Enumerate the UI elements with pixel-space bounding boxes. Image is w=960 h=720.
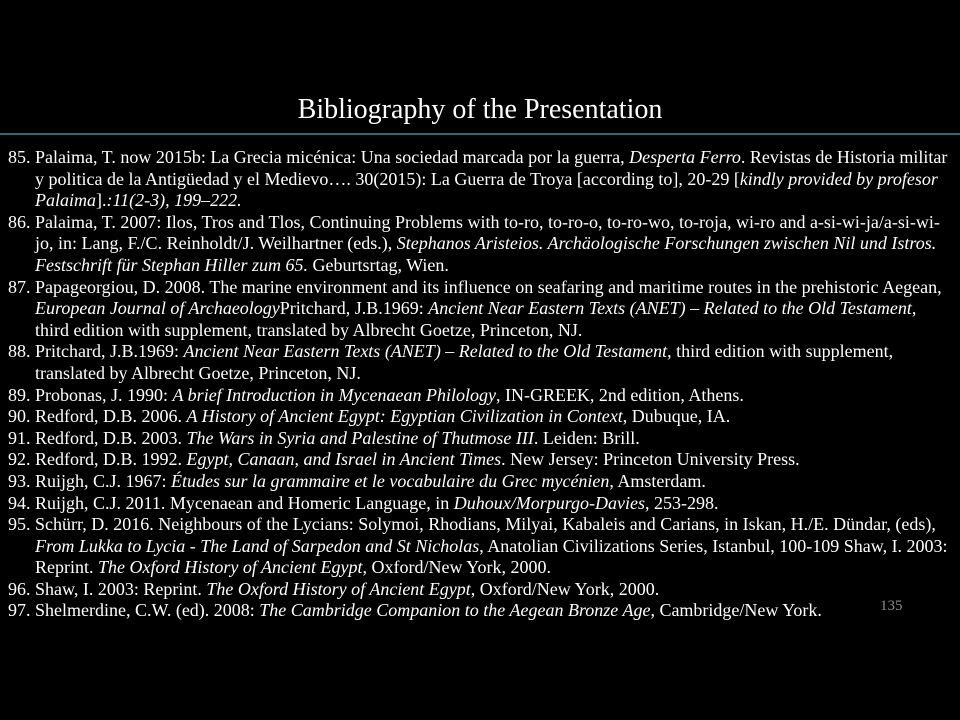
citation-italic-title: Études sur la grammaire et le vocabulaire du Grec mycénien [171, 470, 610, 491]
citation-text: . Leiden: Brill. [533, 427, 640, 448]
citation-text: Redford, D.B. 2003. [35, 427, 187, 448]
bibliography-entry [8, 212, 953, 277]
entry-number: 95. [8, 514, 31, 535]
citation-text: Ruijgh, C.J. 2011. Mycenaean and Homeric Language, in [35, 492, 454, 513]
citation-italic-title: A History of Ancient Egypt: Egyptian Civilization in Context [186, 406, 623, 427]
entry-number: 87. [8, 276, 31, 297]
entry-number: 90. [8, 406, 31, 427]
entry-number: 85. [8, 147, 31, 167]
citation-text: Palaima, T. now 2015b: La Grecia micénica: Una sociedad marcada por la guerra, [35, 147, 630, 167]
citation-text: Papageorgiou, D. 2008. The marine environment and its influence on seafaring and maritime routes in the prehistoric Aegean, [35, 276, 942, 297]
bibliography-entry [8, 493, 953, 515]
citation-text: Palaima, T. 2007: Ilos, Tros and Tlos, Continuing Problems with to-ro, to-ro-o, to-ro-wo, to-roja, wi-ro and a-si-wi-ja/a-si-wi-jo, in: Lang, F./C. Reinholdt/J. Weilhartner (eds.), [35, 211, 940, 254]
citation-italic-title: A brief Introduction in Mycenaean Philology [172, 384, 496, 405]
entry-number: 97. [8, 600, 31, 621]
entry-citation [35, 212, 953, 277]
citation-italic-title: :11(2-3), 199–222. [106, 190, 242, 211]
citation-text: Schürr, D. 2016. Neighbours of the Lycians: Solymoi, Rhodians, Milyai, Kabaleis and Carians, in Iskan, H./E. Dündar, (eds), [35, 514, 936, 535]
citation-text: , Oxford/New York, 2000. [470, 578, 660, 599]
citation-text: , Oxford/New York, 2000. [362, 557, 551, 578]
bibliography-entry [8, 471, 953, 493]
entry-citation [35, 600, 953, 622]
bibliography-entry [8, 385, 953, 407]
slide-title: Bibliography of the Presentation [297, 94, 663, 125]
citation-text: , Anatolian Civilizations Series, Istanbul, 100-109 Shaw, I. 2003: Reprint. [35, 535, 948, 578]
bibliography-entry [8, 147, 953, 212]
slide-number: 135 [880, 598, 903, 614]
entry-citation [35, 341, 953, 384]
entry-citation [35, 428, 953, 450]
entry-citation [35, 579, 953, 601]
entry-number: 96. [8, 578, 31, 599]
citation-text: Shaw, I. 2003: Reprint. [35, 578, 207, 599]
entry-number: 88. [8, 341, 31, 362]
entry-number: 89. [8, 384, 31, 405]
citation-text: Redford, D.B. 1992. [35, 449, 187, 470]
citation-italic-title: The Cambridge Companion to the Aegean Bronze Age [259, 600, 651, 621]
bibliography-entry [8, 579, 953, 601]
citation-italic-title: From Lukka to Lycia - The Land of Sarpedon and St Nicholas [35, 535, 480, 556]
entry-number: 91. [8, 427, 31, 448]
citation-text: . New Jersey: Princeton University Press. [501, 449, 800, 470]
citation-italic-title: kindly provided by profesor Palaima [35, 168, 938, 211]
citation-text: , Amsterdam. [609, 470, 706, 491]
entry-citation [35, 449, 953, 471]
citation-italic-title: Ancient Near Eastern Texts (ANET) – Related to the Old Testament [183, 341, 668, 362]
citation-italic-title: European Journal of Archaeology [35, 298, 280, 319]
citation-text: , 253-298. [645, 492, 719, 513]
citation-italic-title: Egypt, Canaan, and Israel in Ancient Times [186, 449, 502, 470]
citation-text: , Dubuque, IA. [622, 406, 731, 427]
citation-text: Pritchard, J.B.1969: [279, 298, 429, 319]
bibliography-entry [8, 600, 953, 622]
bibliography-entry [8, 449, 953, 471]
citation-italic-title: Stephanos Aristeios. Archäologische Forschungen zwischen Nil und Istros. Festschrift für Stephan Hiller zum 65. [35, 233, 937, 275]
citation-text: . Revistas de Historia militar y politica de la Antigüedad y el Medievo…. 30(2015): La Guerra de Troya [according to], 20-29 [ [35, 147, 948, 189]
citation-text: Shelmerdine, C.W. (ed). 2008: [35, 600, 260, 621]
citation-text: ]. [96, 190, 107, 211]
citation-text: Probonas, J. 1990: [35, 384, 173, 405]
bibliography-entry [8, 277, 953, 342]
entry-citation [35, 277, 953, 342]
citation-text: Redford, D.B. 2006. [35, 406, 187, 427]
entry-number: 92. [8, 449, 31, 470]
bibliography-list [8, 147, 953, 622]
citation-text: , third edition with supplement, translated by Albrecht Goetze, Princeton, NJ. [35, 341, 894, 383]
citation-text: Ruijgh, C.J. 1967: [35, 470, 172, 491]
entry-citation [35, 406, 953, 428]
entry-number: 94. [8, 492, 31, 513]
title-divider-line [0, 133, 960, 135]
citation-italic-title: Duhoux/Morpurgo-Davies [453, 492, 646, 513]
citation-text: Geburtsrtag, Wien. [308, 254, 449, 275]
citation-italic-title: Desperta Ferro [629, 147, 741, 167]
entry-citation [35, 471, 953, 493]
entry-number: 93. [8, 470, 31, 491]
entry-citation [35, 147, 953, 212]
entry-citation [35, 385, 953, 407]
bibliography-entry [8, 406, 953, 428]
entry-citation [35, 493, 953, 515]
citation-italic-title: The Oxford History of Ancient Egypt [206, 578, 471, 599]
citation-italic-title: Ancient Near Eastern Texts (ANET) – Related to the Old Testament [428, 298, 912, 319]
bibliography-entry [8, 341, 953, 384]
entry-number: 86. [8, 211, 31, 232]
citation-italic-title: The Wars in Syria and Palestine of Thutmose III [186, 427, 534, 448]
citation-italic-title: The Oxford History of Ancient Egypt [98, 557, 363, 578]
citation-text: , IN-GREEK, 2nd edition, Athens. [495, 384, 744, 405]
bibliography-entry [8, 514, 953, 579]
citation-text: , third edition with supplement, translated by Albrecht Goetze, Princeton, NJ. [35, 298, 917, 340]
entry-citation [35, 514, 953, 579]
citation-text: Pritchard, J.B.1969: [35, 341, 184, 362]
bibliography-entry [8, 428, 953, 450]
citation-text: , Cambridge/New York. [650, 600, 822, 621]
